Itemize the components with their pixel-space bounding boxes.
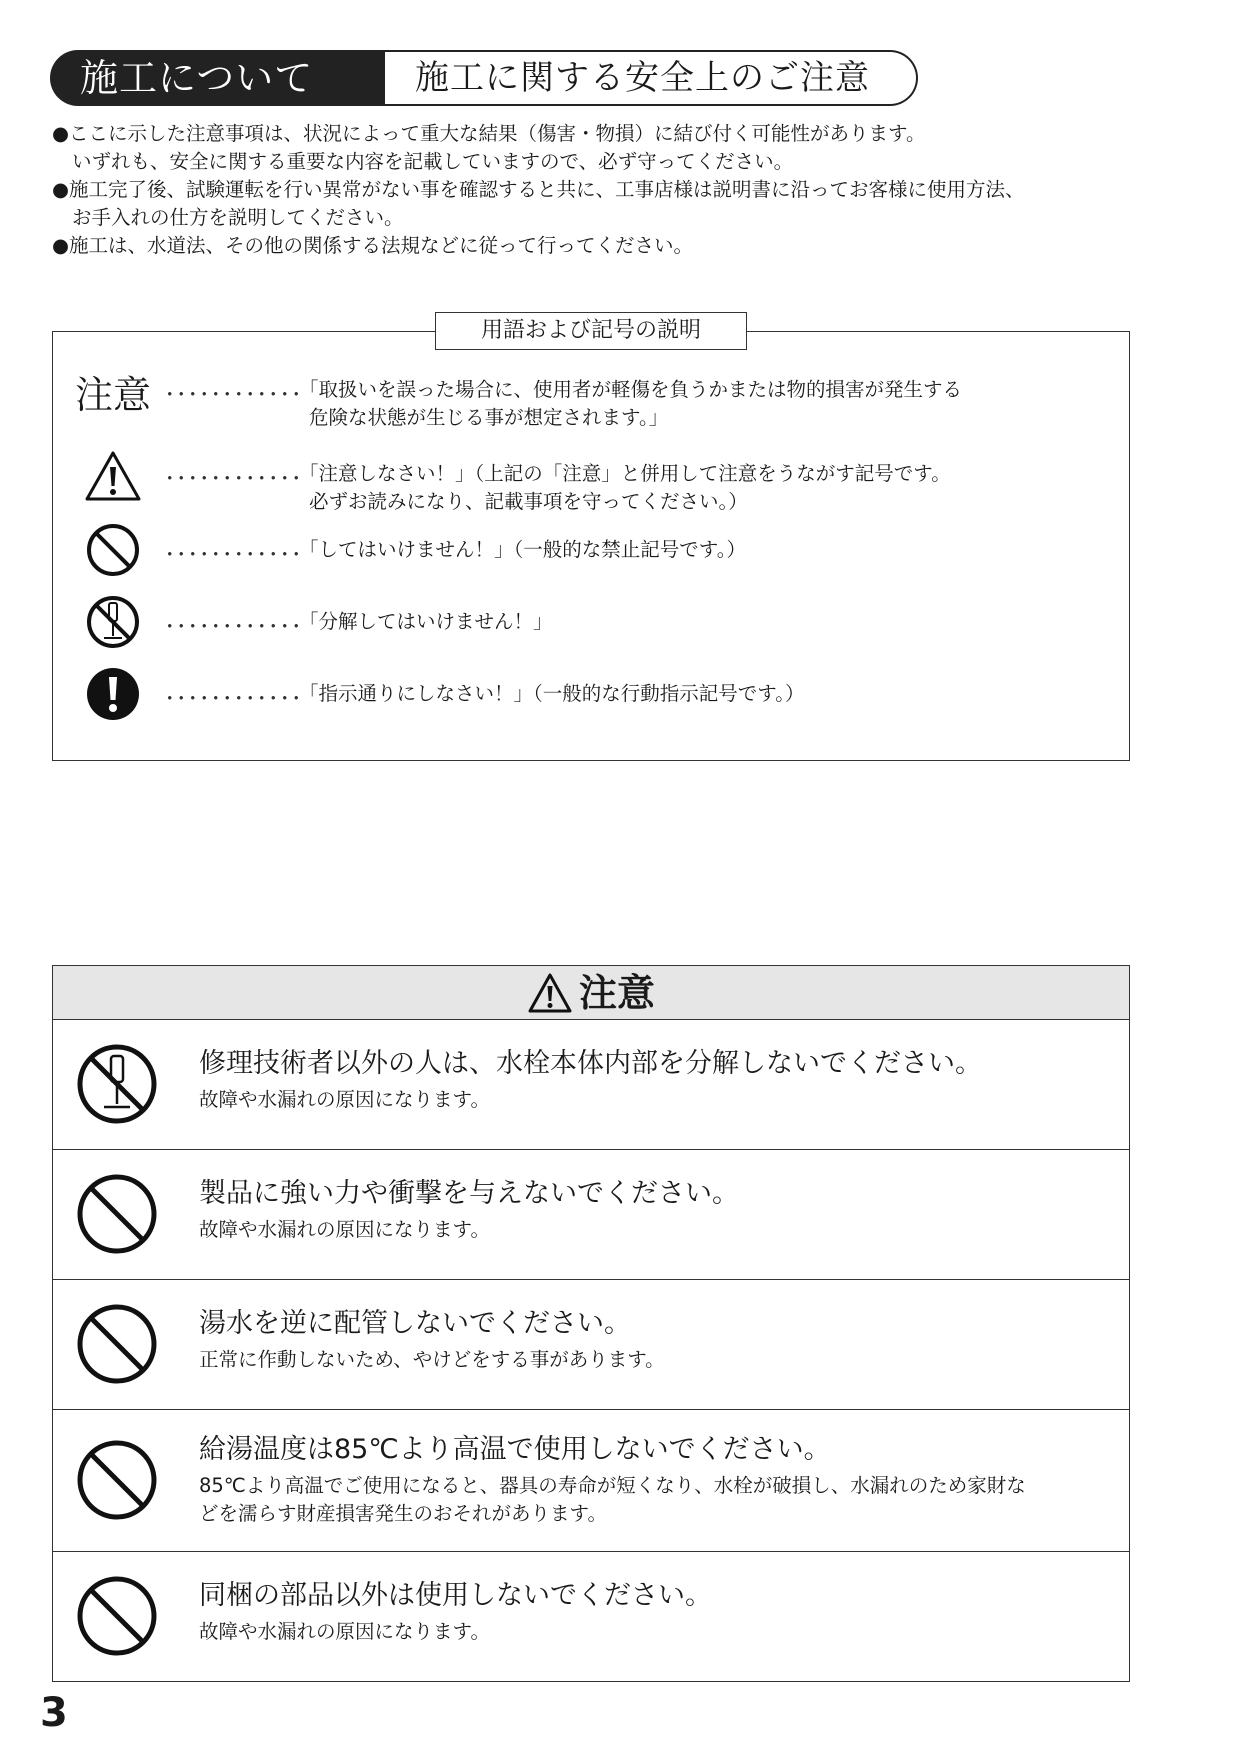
caution-item-title: 製品に強い力や衝撃を与えないでください。 [199,1178,739,1209]
caution-item-detail: 故障や水漏れの原因になります。 [199,1088,490,1111]
caution-item [53,1020,1129,1150]
section-label: 施工について [50,50,385,106]
leader-dots: ････････････ [165,544,304,566]
caution-item-detail-line: どを濡らす財産損害発生のおそれがあります。 [199,1502,607,1525]
caution-item-title: 給湯温度は85℃より高温で使用しないでください。 [199,1434,831,1465]
caution-item-title: 湯水を逆に配管しないでください。 [199,1308,631,1339]
no-disassembly-icon [75,1042,159,1126]
mandatory-action-icon [85,666,141,722]
caution-item-detail [199,1472,1109,1528]
note-line: いずれも、安全に関する重要な内容を記載していますので、必ず守ってください。 [72,150,794,173]
note-line: ●施工は、水道法、その他の関係する法規などに従って行ってください。 [52,234,694,257]
legend-text: 「分解してはいけません！」 [299,610,553,633]
warning-triangle-icon [84,450,142,502]
intro-notes [52,120,1192,260]
caution-item [53,1410,1129,1552]
legend-text: 危険な状態が生じる事が想定されます。」 [309,406,669,429]
prohibition-icon [75,1172,159,1256]
caution-item [53,1280,1129,1410]
legend-text: 必ずお読みになり、記載事項を守ってください。） [309,490,748,513]
symbol-legend [52,318,1130,761]
caution-item-detail: 故障や水漏れの原因になります。 [199,1218,490,1241]
prohibition-icon [75,1438,159,1522]
caution-item-detail-line: 85℃より高温でご使用になると、器具の寿命が短くなり、水栓が破損し、水漏れのため家財な [199,1474,1026,1497]
caution-item [53,1552,1129,1680]
section-header [50,50,918,106]
caution-table [52,965,1130,1682]
caution-item-detail: 故障や水漏れの原因になります。 [199,1620,490,1643]
note-line: ●施工完了後、試験運転を行い異常がない事を確認すると共に、工事店様は説明書に沿ってお客様に使用方法、 [52,178,1025,201]
note-line: お手入れの仕方を説明してください。 [72,206,404,229]
warning-triangle-icon [527,972,573,1014]
caution-item-title: 同梱の部品以外は使用しないでください。 [199,1580,712,1611]
caution-item [53,1150,1129,1280]
caution-item-title: 修理技術者以外の人は、水栓本体内部を分解しないでください。 [199,1048,982,1079]
caution-heading [53,966,1129,1020]
leader-dots: ････････････ [165,616,304,638]
prohibition-icon [85,522,141,578]
caution-heading-text: 注意 [578,970,655,1015]
legend-text: 「してはいけません！」（一般的な禁止記号です。） [299,538,746,561]
legend-text: 「注意しなさい！」（上記の「注意」と併用して注意をうながす記号です。 [299,462,951,485]
prohibition-icon [75,1302,159,1386]
leader-dots: ････････････ [165,688,304,710]
legend-text: 「取扱いを誤った場合に、使用者が軽傷を負うかまたは物的損害が発生する [299,378,963,401]
legend-title: 用語および記号の説明 [435,312,747,350]
leader-dots: ････････････ [165,384,304,406]
page-title: 施工に関する安全上のご注意 [385,50,918,106]
caution-item-detail: 正常に作動しないため、やけどをする事があります。 [199,1348,665,1371]
page-number: 3 [40,1690,68,1736]
note-line: ●ここに示した注意事項は、状況によって重大な結果（傷害・物損）に結び付く可能性があります。 [52,122,926,145]
legend-text: 「指示通りにしなさい！」（一般的な行動指示記号です。） [299,682,805,705]
prohibition-icon [75,1574,159,1658]
leader-dots: ････････････ [165,468,304,490]
caution-word: 注意 [74,373,151,417]
no-disassembly-icon [85,594,141,650]
